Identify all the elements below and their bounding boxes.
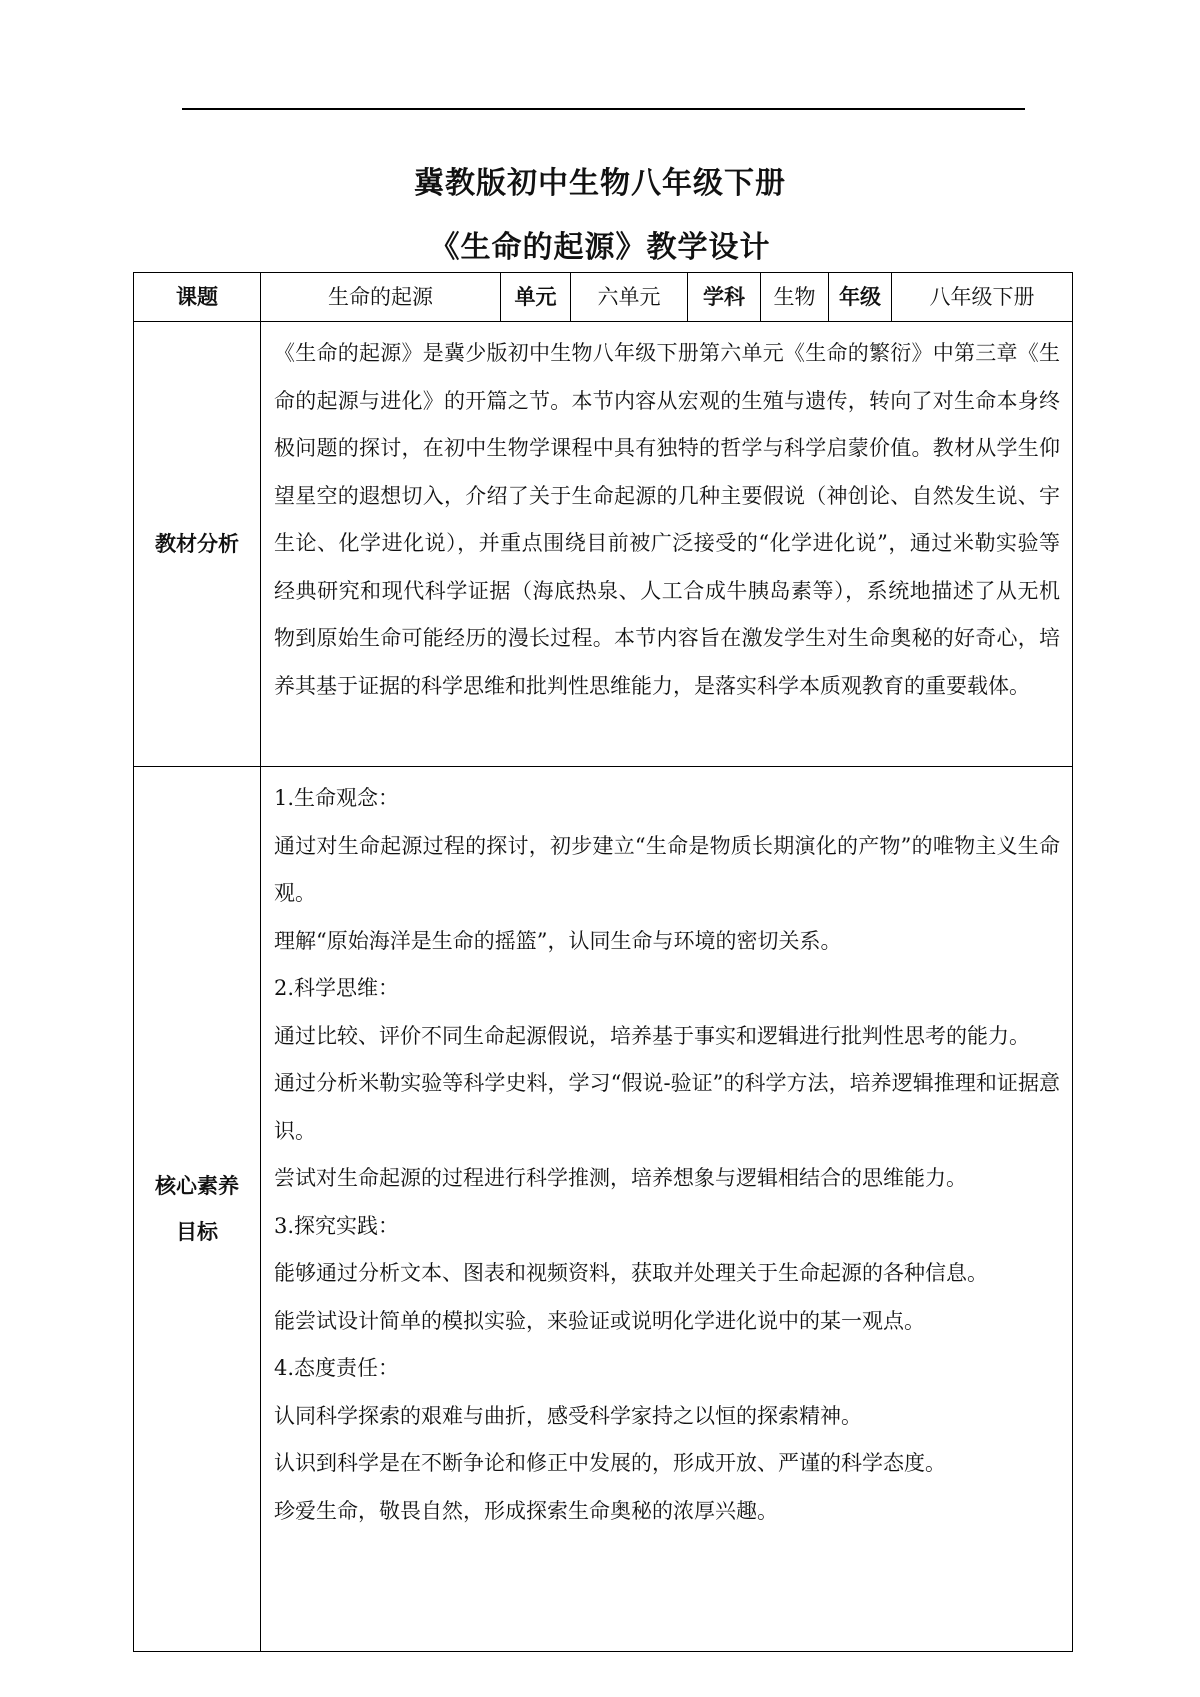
textbook-analysis-text: 《生命的起源》是冀少版初中生物八年级下册第六单元《生命的繁衍》中第三章《生命的起源与进化》的开篇之节。本节内容从宏观的生殖与遗传，转向了对生命本身终极问题的探讨，在初中生物学课程中具有独特的哲学与科学启蒙价值。教材从学生仰望星空的遐想切入，介绍了关于生命起源的几种主要假说（神创论、自然发生说、宇生论、化学进化说），并重点围绕目前被广泛接受的“化学进化说”，通过米勒实验等经典研究和现代科学证据（海底热泉、人工合成牛胰岛素等），系统地描述了从无机物到原始生命可能经历的漫长过程。本节内容旨在激发学生对生命奥秘的好奇心，培养其基于证据的科学思维和批判性思维能力，是落实科学本质观教育的重要载体。 (274, 341, 1060, 698)
goal-line: 通过对生命起源过程的探讨，初步建立“生命是物质长期演化的产物”的唯物主义生命观。 (274, 833, 1060, 905)
lesson-plan-table (133, 272, 1073, 1652)
core-goals-row (134, 767, 1073, 1652)
goal-line: 通过比较、评价不同生命起源假说，培养基于事实和逻辑进行批判性思考的能力。 (274, 1023, 1030, 1048)
goal-line: 能够通过分析文本、图表和视频资料，获取并处理关于生命起源的各种信息。 (274, 1261, 988, 1285)
goal-line: 认识到科学是在不断争论和修正中发展的，形成开放、严谨的科学态度。 (274, 1451, 946, 1475)
core-goals-label (134, 767, 261, 1652)
goal-line: 通过分析米勒实验等科学史料，学习“假说-验证”的科学方法，培养逻辑推理和证据意识。 (274, 1071, 1060, 1143)
textbook-analysis-label: 教材分析 (134, 322, 261, 767)
unit-label: 单元 (501, 273, 571, 322)
core-goals-label-line-1: 核心素养 (155, 1174, 239, 1198)
subject-value: 生物 (761, 273, 829, 322)
goal-line: 能尝试设计简单的模拟实验，来验证或说明化学进化说中的某一观点。 (274, 1308, 925, 1333)
document-title: 冀教版初中生物八年级下册 (414, 166, 786, 201)
grade-value: 八年级下册 (892, 273, 1073, 322)
goal-line: 理解“原始海洋是生命的摇篮”，认同生命与环境的密切关系。 (274, 928, 842, 953)
header-rule (182, 108, 1025, 110)
subject-label: 学科 (688, 273, 761, 322)
core-goals-content (261, 767, 1073, 1652)
goal-line: 3.探究实践： (274, 1213, 400, 1238)
goal-line: 尝试对生命起源的过程进行科学推测，培养想象与逻辑相结合的思维能力。 (274, 1166, 967, 1190)
topic-value: 生命的起源 (261, 273, 501, 322)
goal-line: 4.态度责任： (274, 1356, 400, 1380)
header-row (134, 273, 1073, 322)
unit-value: 六单元 (571, 273, 688, 322)
textbook-analysis-row (134, 322, 1073, 767)
goal-line: 2.科学思维： (274, 976, 400, 1000)
textbook-analysis-content (261, 322, 1073, 767)
goal-line: 认同科学探索的艰难与曲折，感受科学家持之以恒的探索精神。 (274, 1403, 862, 1428)
document-subtitle: 《生命的起源》教学设计 (429, 230, 771, 265)
core-goals-label-line-2: 目标 (176, 1220, 218, 1244)
topic-label: 课题 (134, 273, 261, 322)
grade-label: 年级 (829, 273, 892, 322)
goal-line: 珍爱生命，敬畏自然，形成探索生命奥秘的浓厚兴趣。 (274, 1498, 778, 1523)
goal-line: 1.生命观念： (274, 786, 400, 810)
